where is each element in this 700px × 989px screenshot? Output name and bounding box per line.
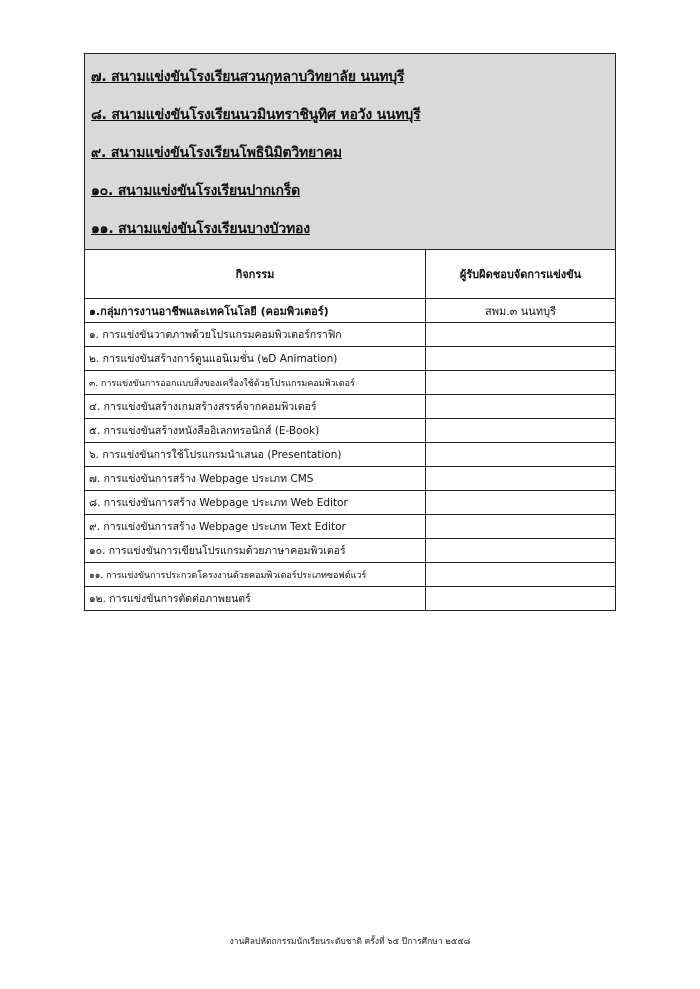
table-row bbox=[85, 443, 616, 467]
activity-cell: ๕. การแข่งขันสร้างหนังสืออิเลกทรอนิกส์ (E-Book) bbox=[85, 419, 426, 443]
responsible-cell bbox=[426, 395, 616, 419]
responsible-cell bbox=[426, 419, 616, 443]
responsible-cell bbox=[426, 563, 616, 587]
responsible-cell bbox=[426, 371, 616, 395]
table-row bbox=[85, 587, 616, 611]
group-title: ๑.กลุ่มการงานอาชีพและเทคโนโลยี (คอมพิวเตอร์) bbox=[85, 299, 426, 323]
responsible-cell bbox=[426, 443, 616, 467]
document-table bbox=[84, 53, 616, 611]
group-row bbox=[85, 299, 616, 323]
responsible-cell bbox=[426, 467, 616, 491]
venue-row bbox=[85, 54, 616, 250]
activity-cell: ๓. การแข่งขันการออกแบบสิ่งของเครื่องใช้ด้วยโปรแกรมคอมพิวเตอร์ bbox=[85, 371, 426, 395]
table-row bbox=[85, 467, 616, 491]
responsible-cell bbox=[426, 323, 616, 347]
activity-cell: ๑๐. การแข่งขันการเขียนโปรแกรมด้วยภาษาคอมพิวเตอร์ bbox=[85, 539, 426, 563]
activity-cell: ๘. การแข่งขันการสร้าง Webpage ประเภท Web Editor bbox=[85, 491, 426, 515]
activity-cell: ๗. การแข่งขันการสร้าง Webpage ประเภท CMS bbox=[85, 467, 426, 491]
header-activity: กิจกรรม bbox=[85, 250, 426, 299]
responsible-cell bbox=[426, 587, 616, 611]
responsible-cell bbox=[426, 515, 616, 539]
venue-item: ๗. สนามแข่งขันโรงเรียนสวนกุหลาบวิทยาลัย นนทบุรี bbox=[91, 69, 405, 85]
activity-cell: ๔. การแข่งขันสร้างเกมสร้างสรรค์จากคอมพิวเตอร์ bbox=[85, 395, 426, 419]
table-row bbox=[85, 515, 616, 539]
table-row bbox=[85, 395, 616, 419]
page-footer: งานศิลปหัตถกรรมนักเรียนระดับชาติ ครั้งที่ ๖๕ ปีการศึกษา ๒๕๕๘ bbox=[229, 937, 471, 947]
activity-cell: ๑๑. การแข่งขันการประกวดโครงงานด้วยคอมพิวเตอร์ประเภทซอฟต์แวร์ bbox=[85, 563, 426, 587]
table-row bbox=[85, 539, 616, 563]
venue-item: ๑๐. สนามแข่งขันโรงเรียนปากเกร็ด bbox=[91, 183, 301, 199]
table-row bbox=[85, 347, 616, 371]
responsible-cell bbox=[426, 539, 616, 563]
responsible-cell bbox=[426, 347, 616, 371]
table-row bbox=[85, 563, 616, 587]
activity-cell: ๙. การแข่งขันการสร้าง Webpage ประเภท Text Editor bbox=[85, 515, 426, 539]
activity-cell: ๑๒. การแข่งขันการตัดต่อภาพยนตร์ bbox=[85, 587, 426, 611]
table-row bbox=[85, 491, 616, 515]
activity-cell: ๑. การแข่งขันวาดภาพด้วยโปรแกรมคอมพิวเตอร์กราฟิก bbox=[85, 323, 426, 347]
header-responsible: ผู้รับผิดชอบจัดการแข่งขัน bbox=[426, 250, 616, 299]
venue-item: ๑๑. สนามแข่งขันโรงเรียนบางบัวทอง bbox=[91, 221, 310, 237]
responsible-cell bbox=[426, 491, 616, 515]
table-row bbox=[85, 419, 616, 443]
table-row bbox=[85, 371, 616, 395]
venue-item: ๙. สนามแข่งขันโรงเรียนโพธินิมิตวิทยาคม bbox=[91, 145, 342, 161]
group-responsible: สพม.๓ นนทบุรี bbox=[426, 299, 616, 323]
table-header-row bbox=[85, 250, 616, 299]
activity-cell: ๖. การแข่งขันการใช้โปรแกรมนำเสนอ (Presentation) bbox=[85, 443, 426, 467]
venue-list bbox=[85, 54, 616, 250]
table-row bbox=[85, 323, 616, 347]
activity-cell: ๒. การแข่งขันสร้างการ์ตูนแอนิเมชั่น (๒D Animation) bbox=[85, 347, 426, 371]
venue-item: ๘. สนามแข่งขันโรงเรียนนวมินทราชินูทิศ หอวัง นนทบุรี bbox=[91, 107, 421, 123]
